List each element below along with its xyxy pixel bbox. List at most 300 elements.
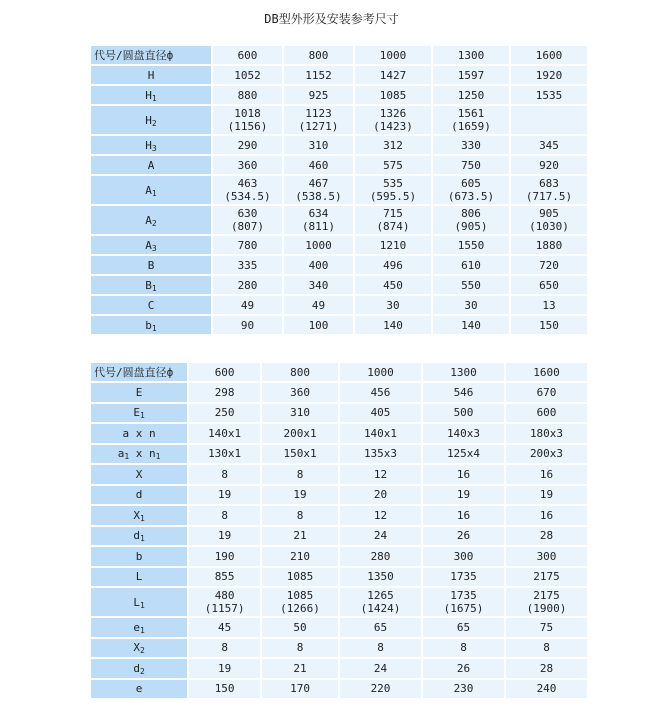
cell-value: 13 [542,298,556,312]
table-row [91,486,587,505]
cell-value: 650 [539,278,559,292]
value-cell [340,506,421,525]
cell-value: 610 [461,258,481,272]
cell-value: 345 [539,138,559,152]
value-cell [213,106,282,134]
cell-value: 21 [293,661,307,675]
cell-value: 140x1 [208,426,242,440]
value-cell [262,588,338,616]
cell-value: 130x1 [208,447,242,461]
cell-value: 30 [386,298,400,312]
value-cell [340,547,421,566]
cell-value: 140 [383,318,403,332]
value-cell [189,383,260,402]
row-label: d [133,529,140,543]
cell-value-alt: (1266) [280,602,320,615]
cell-value: 290 [237,138,258,152]
row-label: d [133,661,140,675]
value-cell [423,618,504,637]
value-cell [340,588,421,616]
cell-value: 280 [237,278,258,292]
table-row [91,445,587,464]
cell-value: 8 [296,641,304,655]
table-row [91,383,587,402]
header-diameter-cell: 600 [189,363,260,381]
cell-value: 400 [308,258,329,272]
cell-value: 1735 [450,570,477,584]
value-cell [511,156,587,174]
value-cell [284,136,353,154]
cell-value: 634 [308,207,329,220]
value-cell [511,206,587,234]
cell-value: 12 [373,467,388,481]
row-label-cell [91,86,211,104]
row-label: H [147,68,155,82]
cell-value: 16 [539,467,554,481]
cell-value: 180x3 [529,426,564,440]
value-cell [340,527,421,546]
value-cell [213,86,282,104]
label-subscript: 1 [151,323,157,333]
cell-value: 575 [383,158,403,172]
value-cell [189,506,260,525]
cell-value: 200x3 [529,447,564,461]
cell-value: 1535 [535,88,563,102]
row-label-cell [91,316,211,334]
value-cell [262,680,338,699]
label-subscript: 1 [139,625,145,635]
value-cell [433,296,509,314]
cell-value: 28 [539,529,554,543]
cell-value-alt: (807) [230,220,265,233]
row-label: d [135,488,143,502]
value-cell [262,404,338,423]
row-label: H [145,138,152,152]
row-label: A [145,213,152,227]
cell-value: 546 [453,385,474,399]
value-cell [284,176,353,204]
value-cell [213,176,282,204]
value-cell [189,527,260,546]
value-cell [213,316,282,334]
row-label-cell [91,445,187,464]
cell-value: 670 [536,385,557,399]
value-cell [355,296,431,314]
value-cell [355,66,431,84]
value-cell [340,465,421,484]
row-label-cell [91,424,187,443]
header-diameter-cell: 1000 [340,363,421,381]
cell-value: 250 [214,406,235,420]
value-cell [340,659,421,678]
cell-value: 135x3 [363,447,398,461]
cell-value: 925 [308,88,329,102]
cell-value: 170 [290,682,310,696]
cell-value: 65 [456,620,471,634]
value-cell [340,618,421,637]
value-cell [506,404,587,423]
value-cell [423,527,504,546]
cell-value: 1152 [305,68,332,82]
row-label: L [133,595,140,609]
value-cell [423,445,504,464]
value-cell [262,639,338,658]
value-cell [355,276,431,294]
cell-value: 140x1 [363,426,398,440]
value-cell [506,465,587,484]
value-cell [423,424,504,443]
cell-value: 19 [218,529,232,543]
value-cell [506,618,587,637]
label-subscript: 1 [139,411,145,421]
value-cell [189,618,260,637]
table-row [91,547,587,566]
value-cell [506,486,587,505]
value-cell [189,445,260,464]
row-label-cell [91,486,187,505]
value-cell [506,568,587,587]
cell-value: 49 [311,298,326,312]
value-cell [506,680,587,699]
cell-value-alt: (1156) [227,120,268,133]
value-cell [433,236,509,254]
cell-value-alt: (811) [301,220,336,233]
cell-value-alt: (1423) [373,120,413,133]
value-cell [284,156,353,174]
cell-value-alt: (905) [454,220,488,233]
value-cell [262,506,338,525]
value-cell [340,568,421,587]
value-cell [506,383,587,402]
cell-value-alt: (1271) [298,120,339,133]
cell-value: 1085 [286,589,314,602]
table-row [91,296,587,314]
header-diameter-cell: 1600 [506,363,587,381]
row-label-cell [91,236,211,254]
value-cell [433,136,509,154]
value-cell [506,659,587,678]
cell-value: 65 [373,620,388,634]
cell-value: 467 [308,177,329,190]
cell-value: 24 [373,661,388,675]
cell-value: 8 [221,467,228,481]
row-label: e [133,620,140,634]
row-label-cell [91,383,187,402]
value-cell [511,106,587,134]
cell-value: 20 [373,488,388,502]
cell-value: 210 [290,549,310,563]
label-subscript: 3 [151,243,157,253]
cell-value: 1085 [379,88,407,102]
cell-value: 720 [539,258,559,272]
cell-value: 26 [456,529,471,543]
value-cell [433,106,509,134]
cell-value: 8 [296,508,304,522]
row-label-cell [91,106,211,134]
row-label-cell [91,136,211,154]
value-cell [506,424,587,443]
value-cell [189,486,260,505]
cell-value: 750 [461,158,481,172]
cell-value-alt: (1424) [360,602,401,615]
row-label: L [135,570,143,584]
table-row [91,236,587,254]
label-subscript: 1 [155,452,161,462]
value-cell [189,588,260,616]
label-subscript: 1 [151,93,157,103]
label-subscript: 2 [151,218,157,228]
label-subscript: 1 [139,534,145,544]
cell-value: 1052 [234,68,261,82]
cell-value: 905 [539,207,559,220]
row-label-rest: x n [129,447,156,461]
cell-value: 8 [221,641,228,655]
cell-value: 150x1 [283,447,317,461]
value-cell [423,404,504,423]
cell-value: 312 [383,138,403,152]
cell-value: 450 [383,278,403,292]
cell-value: 1920 [535,68,563,82]
value-cell [355,236,431,254]
cell-value: 405 [370,406,391,420]
value-cell [511,236,587,254]
value-cell [262,659,338,678]
table-row [91,404,587,423]
value-cell [213,276,282,294]
value-cell [511,86,587,104]
value-cell [262,445,338,464]
cell-value: 298 [214,385,235,399]
cell-value: 150 [214,682,235,696]
cell-value: 140x3 [446,426,481,440]
header-corner-cell: 代号/圆盘直径ф [91,363,187,381]
value-cell [433,86,509,104]
value-cell [511,276,587,294]
value-cell [355,316,431,334]
value-cell [340,486,421,505]
cell-value: 550 [461,278,481,292]
value-cell [189,465,260,484]
row-label: E [135,385,143,399]
row-label-cell [91,296,211,314]
value-cell [284,66,353,84]
table-row [91,206,587,234]
row-label: b [135,549,143,563]
cell-value: 140 [461,318,481,332]
value-cell [506,588,587,616]
value-cell [340,639,421,658]
value-cell [433,316,509,334]
row-label-cell [91,547,187,566]
row-label: X [135,467,143,481]
value-cell [433,156,509,174]
value-cell [340,404,421,423]
value-cell [433,256,509,274]
table-row [91,618,587,637]
value-cell [340,424,421,443]
label-subscript: 1 [151,188,157,198]
value-cell [511,136,587,154]
cell-value: 460 [308,158,329,172]
cell-value: 1265 [367,589,394,602]
value-cell [189,424,260,443]
row-label: b [145,318,152,332]
cell-value: 806 [461,207,481,220]
cell-value: 456 [370,385,391,399]
cell-value: 780 [237,238,258,252]
value-cell [511,256,587,274]
label-subscript: 1 [139,513,145,523]
table-row [91,424,587,443]
value-cell [284,236,353,254]
value-cell [284,316,353,334]
row-label: A [145,238,152,252]
dimension-table-1 [89,44,589,336]
label-subscript: 3 [151,143,157,153]
cell-value: 30 [464,298,478,312]
cell-value: 90 [240,318,255,332]
value-cell [355,106,431,134]
value-cell [506,506,587,525]
table-row [91,527,587,546]
cell-value: 335 [237,258,258,272]
cell-value: 535 [383,177,403,190]
value-cell [355,176,431,204]
table-row [91,136,587,154]
cell-value: 8 [460,641,467,655]
value-cell [284,86,353,104]
value-cell [189,404,260,423]
value-cell [423,568,504,587]
cell-value-alt: (1030) [529,220,569,233]
cell-value: 310 [308,138,329,152]
value-cell [355,86,431,104]
row-label-cell [91,156,211,174]
cell-value: 1735 [450,589,477,602]
row-label-cell [91,404,187,423]
cell-value: 855 [214,570,235,584]
value-cell [284,276,353,294]
value-cell [511,296,587,314]
value-cell [189,680,260,699]
value-cell [423,465,504,484]
table-row [91,176,587,204]
cell-value: 19 [218,661,232,675]
cell-value: 1326 [379,107,407,120]
cell-value: 49 [240,298,255,312]
label-subscript: 2 [139,646,145,656]
value-cell [262,424,338,443]
cell-value: 8 [543,641,550,655]
value-cell [423,639,504,658]
table-row [91,680,587,699]
cell-value: 16 [456,467,471,481]
cell-value: 310 [290,406,310,420]
table-row [91,156,587,174]
cell-value: 190 [214,549,235,563]
cell-value: 300 [536,549,557,563]
cell-value: 1250 [457,88,485,102]
row-label: H [145,88,152,102]
row-label-cell [91,176,211,204]
cell-value: 1350 [367,570,394,584]
row-label-cell [91,568,187,587]
value-cell [284,256,353,274]
table-row [91,256,587,274]
cell-value-alt: (1900) [526,602,567,615]
cell-value: 26 [456,661,471,675]
header-diameter-cell: 800 [284,46,353,64]
cell-value: 300 [453,549,474,563]
row-label: X [133,641,140,655]
value-cell [355,136,431,154]
value-cell [262,618,338,637]
cell-value: 21 [293,529,307,543]
value-cell [340,680,421,699]
cell-value: 1123 [305,107,332,120]
cell-value: 600 [536,406,557,420]
header-corner-cell: 代号/圆盘直径ф [91,46,211,64]
row-label: a x n [122,426,156,440]
cell-value: 1880 [535,238,563,252]
value-cell [213,296,282,314]
row-label-cell [91,680,187,699]
table-row [91,66,587,84]
cell-value: 125x4 [446,447,481,461]
row-label: A [145,183,152,197]
cell-value-alt: (1659) [451,120,491,133]
label-subscript: 1 [151,283,157,293]
cell-value: 19 [456,488,471,502]
value-cell [433,66,509,84]
value-cell [262,547,338,566]
table-row [91,588,587,616]
cell-value: 605 [461,177,481,190]
cell-value: 16 [456,508,471,522]
value-cell [213,256,282,274]
cell-value: 480 [214,589,235,602]
cell-value: 16 [539,508,554,522]
cell-value: 8 [221,508,228,522]
header-diameter-cell: 600 [213,46,282,64]
value-cell [355,156,431,174]
cell-value: 1018 [234,107,261,120]
header-diameter-cell: 1300 [433,46,509,64]
row-label-cell [91,206,211,234]
value-cell [511,316,587,334]
cell-value: 8 [377,641,384,655]
row-label-cell [91,527,187,546]
cell-value: 19 [539,488,554,502]
value-cell [213,156,282,174]
cell-value: 1561 [457,107,485,120]
cell-value-alt: (673.5) [447,190,495,203]
cell-value: 1597 [457,68,485,82]
row-label-cell [91,66,211,84]
cell-value: 100 [308,318,329,332]
value-cell [262,568,338,587]
value-cell [423,659,504,678]
value-cell [189,568,260,587]
row-label-cell [91,256,211,274]
dimension-table-2 [89,361,589,700]
cell-value: 880 [237,88,258,102]
cell-value: 200x1 [283,426,317,440]
value-cell [213,206,282,234]
value-cell [189,547,260,566]
table-row [91,86,587,104]
row-label: B [145,278,152,292]
